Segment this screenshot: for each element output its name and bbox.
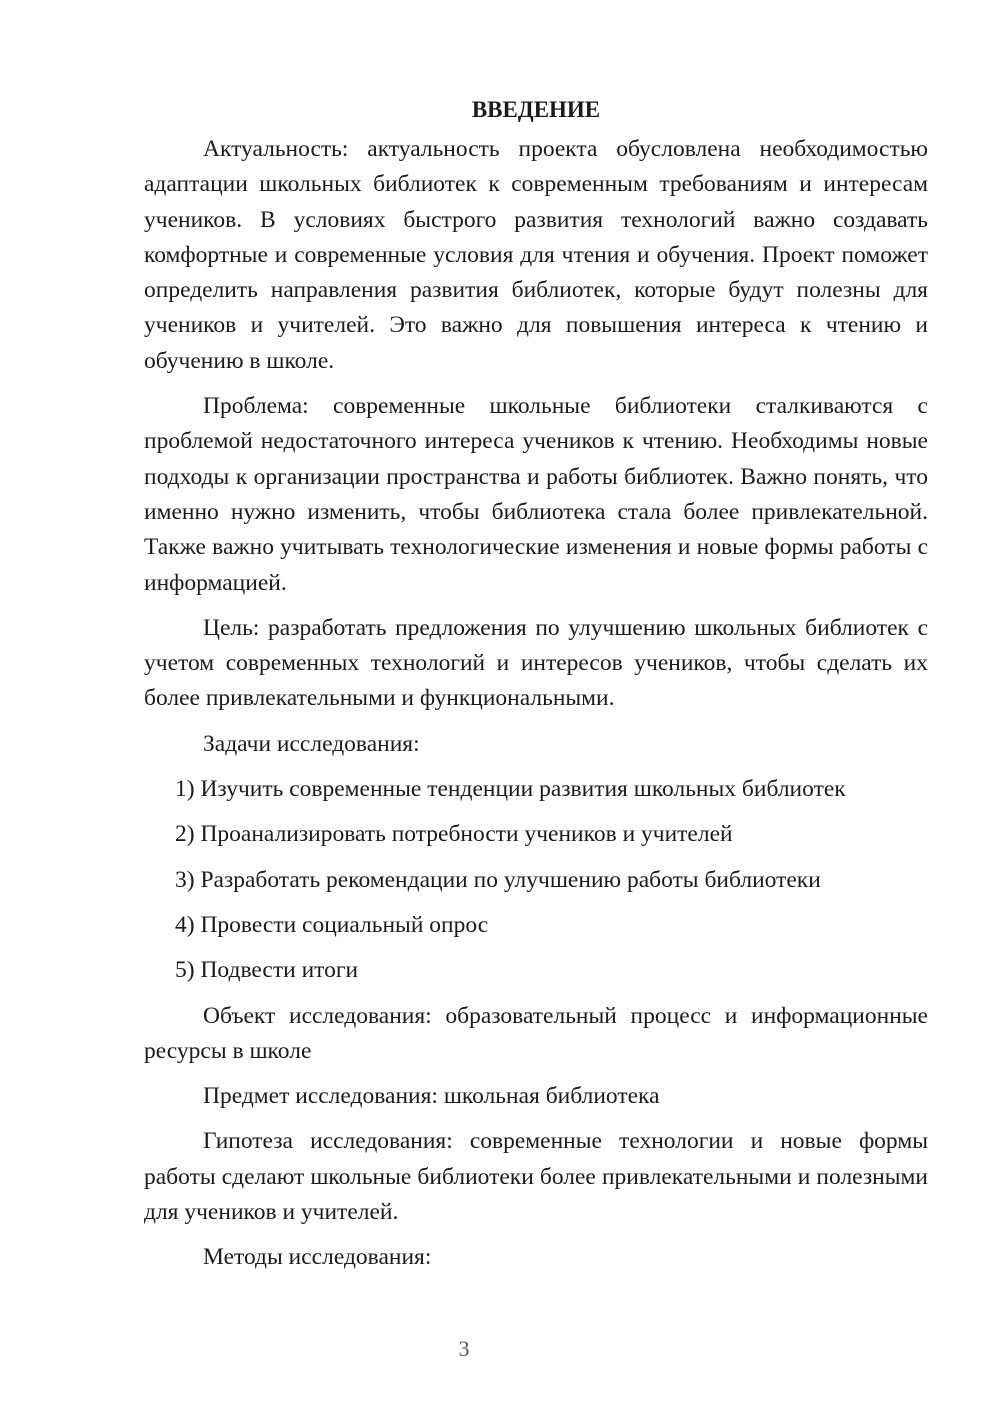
goal-paragraph: Цель: разработать предложения по улучшению школьных библиотек с учетом современных технологий и интересов учеников, чтобы сделать их более привлекательными и функциональными. <box>144 614 928 712</box>
section-title: ВВЕДЕНИЕ <box>471 97 601 122</box>
task-item: 5) Подвести итоги <box>175 957 359 984</box>
task-item: 3) Разработать рекомендации по улучшению работы библиотеки <box>175 866 821 893</box>
page-number: 3 <box>458 1336 470 1361</box>
page-content <box>144 92 928 1286</box>
tasks-heading: Задачи исследования: <box>203 730 420 757</box>
subject-paragraph: Предмет исследования: школьная библиотека <box>203 1083 660 1110</box>
relevance-paragraph: Актуальность: актуальность проекта обусловлена необходимостью адаптации школьных библиотек к современным требованиям и интересам учеников. В условиях быстрого развития технологий важно создавать комфортные и современные условия для чтения и обучения. Проект поможет определить направления развития библиотек, которые будут полезны для учеников и учителей. Это важно для повышения интереса к чтению и обучению в школе. <box>144 136 928 374</box>
problem-paragraph: Проблема: современные школьные библиотеки сталкиваются с проблемой недостаточного интереса учеников к чтению. Необходимы новые подходы к организации пространства и работы библиотек. Важно понять, что именно нужно изменить, чтобы библиотека стала более привлекательной. Также важно учитывать технологические изменения и новые формы работы с информацией. <box>144 393 928 596</box>
tasks-list <box>144 772 928 988</box>
hypothesis-paragraph: Гипотеза исследования: современные технологии и новые формы работы сделают школьные библиотеки более привлекательными и полезными для учеников и учителей. <box>144 1128 928 1226</box>
task-item: 4) Провести социальный опрос <box>175 911 489 938</box>
object-paragraph: Объект исследования: образовательный процесс и информационные ресурсы в школе <box>144 1002 928 1064</box>
task-item: 2) Проанализировать потребности учеников и учителей <box>175 821 733 848</box>
methods-heading: Методы исследования: <box>203 1244 432 1271</box>
task-item: 1) Изучить современные тенденции развития школьных библиотек <box>175 776 846 803</box>
